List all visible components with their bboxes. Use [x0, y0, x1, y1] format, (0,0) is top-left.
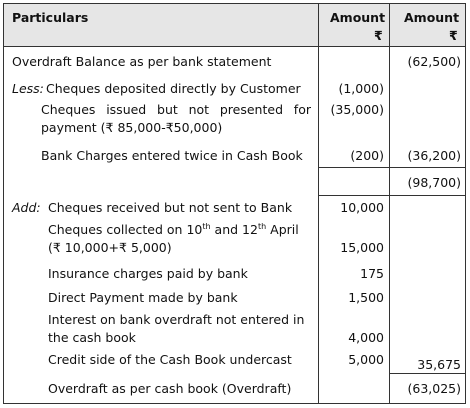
row-less-3-amount-2: (36,200) [407, 148, 461, 163]
row-final-amount: (63,025) [407, 381, 461, 396]
header-rupee-2: ₹ [449, 28, 458, 43]
row-overdraft-bank-amount: (62,500) [407, 54, 461, 69]
subtotal-amount: (98,700) [407, 175, 461, 190]
final-top-rule [389, 373, 466, 374]
row-add-5-line2: the cash book [48, 330, 136, 345]
row-add-4-label: Direct Payment made by bank [48, 290, 238, 305]
row-overdraft-bank-label: Overdraft Balance as per bank statement [12, 54, 272, 69]
column-divider-2 [389, 3, 390, 404]
row-less-2-amount: (35,000) [330, 102, 384, 117]
header-amount-2: Amount [404, 10, 460, 25]
header-particulars: Particulars [12, 10, 89, 25]
row-less-1-label: Cheques deposited directly by Customer [46, 81, 301, 96]
row-less-2-line2: payment (₹ 85,000-₹50,000) [41, 120, 223, 135]
subtotal-top-rule [318, 167, 466, 168]
row-less-1-amount: (1,000) [338, 81, 384, 96]
row-add-5-amount: 4,000 [348, 330, 384, 345]
subtotal-bottom-rule [318, 195, 466, 196]
row-add-6-amount-2: 35,675 [417, 357, 461, 372]
row-less-3-label: Bank Charges entered twice in Cash Book [41, 148, 303, 163]
row-add-2-line1: Cheques collected on 10th and 12th April [48, 221, 299, 237]
row-add-6-label: Credit side of the Cash Book undercast [48, 352, 292, 367]
row-add-6-amount-1: 5,000 [348, 352, 384, 367]
add-prefix: Add: [12, 200, 41, 215]
header-amount-1: Amount [330, 10, 386, 25]
row-final-label: Overdraft as per cash book (Overdraft) [48, 381, 292, 396]
row-add-5-line1: Interest on bank overdraft not entered in [48, 312, 305, 327]
row-less-2-line1: Cheques issued but not presented for [41, 102, 311, 117]
row-add-1-label: Cheques received but not sent to Bank [48, 200, 293, 215]
row-add-3-label: Insurance charges paid by bank [48, 266, 248, 281]
row-add-1-amount: 10,000 [340, 200, 384, 215]
row-add-2-amount: 15,000 [340, 240, 384, 255]
header-divider [3, 46, 466, 47]
column-divider-1 [318, 3, 319, 404]
header-rupee-1: ₹ [374, 28, 383, 43]
row-add-4-amount: 1,500 [348, 290, 384, 305]
row-add-3-amount: 175 [360, 266, 384, 281]
row-less-3-amount-1: (200) [350, 148, 384, 163]
less-prefix: Less: [12, 81, 44, 96]
row-add-2-line2: (₹ 10,000+₹ 5,000) [48, 240, 172, 255]
